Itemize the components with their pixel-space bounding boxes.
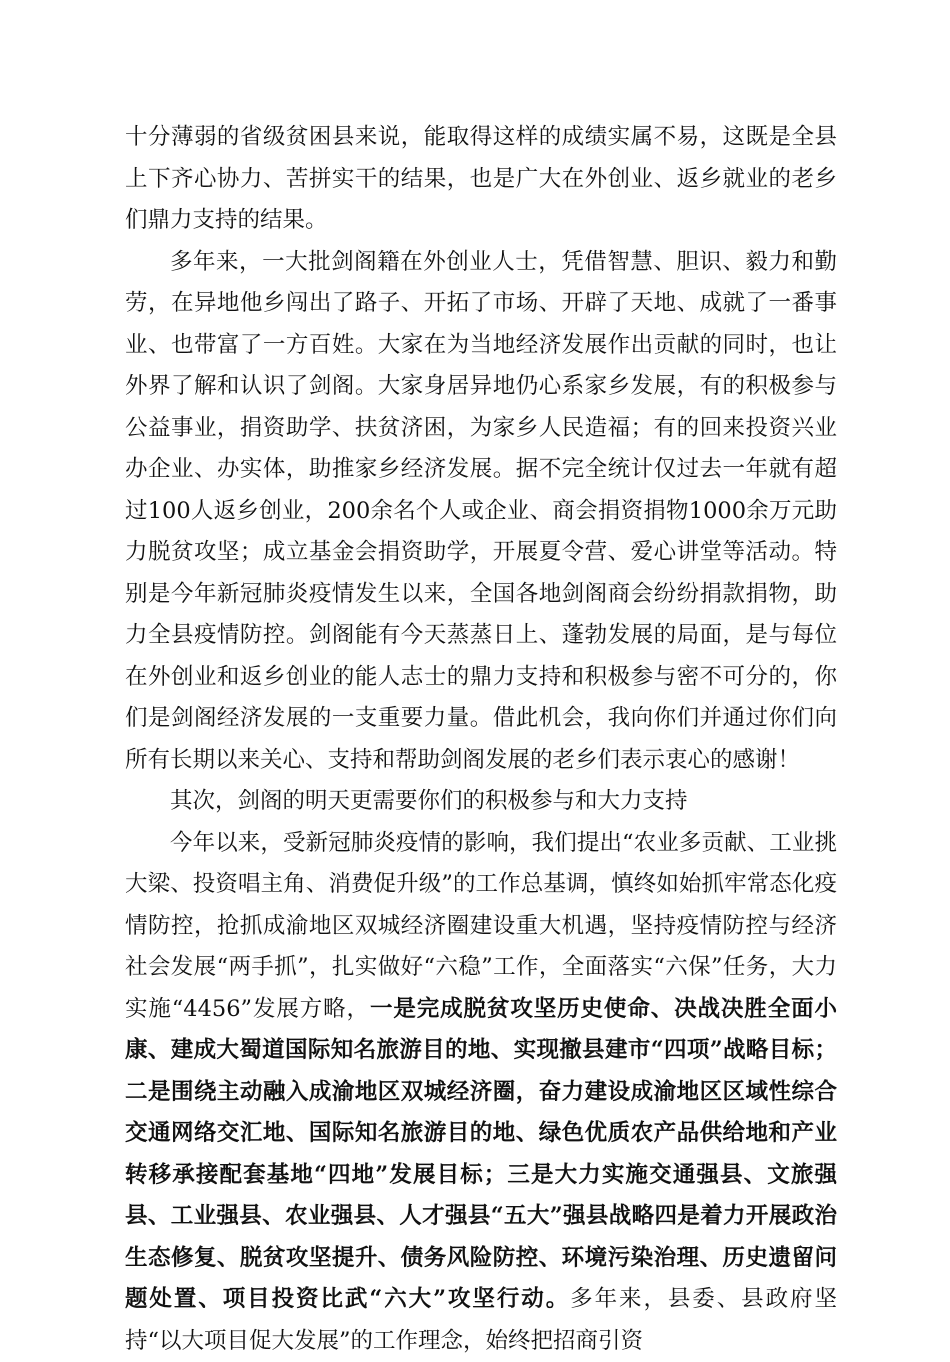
paragraph-1: 十分薄弱的省级贫困县来说，能取得这样的成绩实属不易，这既是全县上下齐心协力、苦拼实干的结果，也是广大在外创业、返乡就业的老乡们鼎力支持的结果。: [125, 117, 837, 242]
paragraph-3-heading: 其次，剑阁的明天更需要你们的积极参与和大力支持: [125, 781, 837, 823]
paragraph-4-outro: 多年来，县委、县政府坚持“以大项目促大发展”的工作理念，始终把招商引资: [125, 1286, 837, 1354]
paragraph-4-bold-strategy: 一是完成脱贫攻坚历史使命、决战决胜全面小康、建成大蜀道国际知名旅游目的地、实现撤县建市“四项”战略目标；二是围绕主动融入成渝地区双城经济圈，奋力建设成渝地区区域性综合交通网络交汇地、国际知名旅游目的地、绿色优质农产品供给地和产业转移承接配套基地“四地”发展目标；三是大力实施交通强县、文旅强县、工业强县、农业强县、人才强县“五大”强县战略四是着力开展政治生态修复、脱贫攻坚提升、债务风险防控、环境污染治理、历史遗留问题处置、项目投资比武“六大”攻坚行动。: [125, 996, 837, 1313]
document-body: [125, 117, 837, 1362]
paragraph-4: [125, 823, 837, 1362]
paragraph-4-intro: 今年以来，受新冠肺炎疫情的影响，我们提出“农业多贡献、工业挑大梁、投资唱主角、消费促升级”的工作总基调，慎终如始抓牢常态化疫情防控，抢抓成渝地区双城经济圈建设重大机遇，坚持疫情防控与经济社会发展“两手抓”，扎实做好“六稳”工作，全面落实“六保”任务，大力实施“4456”发展方略，: [125, 830, 837, 1022]
paragraph-2: 多年来，一大批剑阁籍在外创业人士，凭借智慧、胆识、毅力和勤劳，在异地他乡闯出了路子、开拓了市场、开辟了天地、成就了一番事业、也带富了一方百姓。大家在为当地经济发展作出贡献的同时，也让外界了解和认识了剑阁。大家身居异地仍心系家乡发展，有的积极参与公益事业，捐资助学、扶贫济困，为家乡人民造福；有的回来投资兴业办企业、办实体，助推家乡经济发展。据不完全统计仅过去一年就有超过100人返乡创业，200余名个人或企业、商会捐资捐物1000余万元助力脱贫攻坚；成立基金会捐资助学，开展夏令营、爱心讲堂等活动。特别是今年新冠肺炎疫情发生以来，全国各地剑阁商会纷纷捐款捐物，助力全县疫情防控。剑阁能有今天蒸蒸日上、蓬勃发展的局面，是与每位在外创业和返乡创业的能人志士的鼎力支持和积极参与密不可分的，你们是剑阁经济发展的一支重要力量。借此机会，我向你们并通过你们向所有长期以来关心、支持和帮助剑阁发展的老乡们表示衷心的感谢！: [125, 242, 837, 782]
